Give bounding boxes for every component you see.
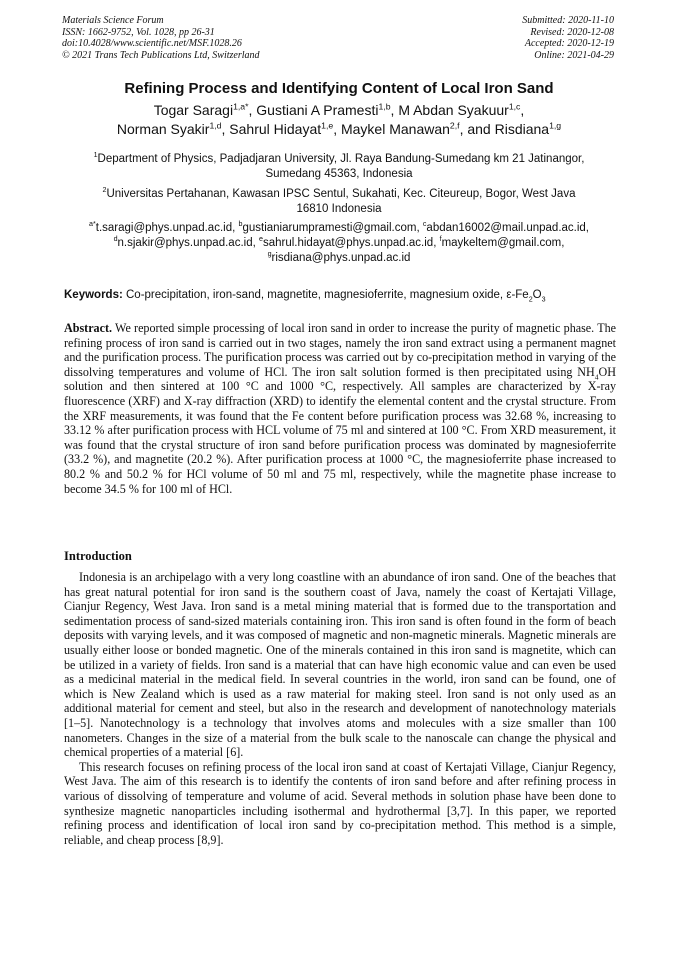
email-link[interactable]: $^g$risdiana@phys.unpad.ac.id (267, 250, 411, 264)
author: M Abdan Syakuur$^{1,c}$, (398, 101, 525, 118)
email-link[interactable]: $^f$maykeltem@gmail.com, (439, 235, 565, 249)
author: Norman Syakir$^{1,d}$, (116, 120, 230, 137)
abstract-label: Abstract. (64, 321, 113, 335)
paragraph: This research focuses on refining process of the local iron sand at coast of Kertajati Village, Cianjur Regency, West Java. The aim of this research is to identify the contents of iron sand before and after refining process in various of dissolving of temperature and volume of acid. Several methods in solution phase have been done to synthesize magnetic nanoparticles including isothermal and hydrothermal [3,7]. In this paper, we reported refining process and identification of local iron sand by co-precipitation method. This method is a simple, reliable, and cheap process [8,9]. (64, 759, 616, 847)
date-revised: Revised: 2020-12-08 (530, 26, 614, 38)
journal-name: Materials Science Forum (62, 15, 164, 26)
author-list (40, 101, 638, 139)
paragraph: Indonesia is an archipelago with a very long coastline with an abundance of iron sand. One of the beaches that has great natural potential for iron sand is the southern coast of Java, namely the coast of Kertajati Village, Cianjur Regency, West Java. Iron sand is a metal mining material that is formed due to the transportation and sedimentation process of sand-sized materials containing iron. This iron sand is often found in the form of beach deposits with varying levels, and it was composed of magnetic and non-magnetic minerals. Magnetic minerals are usually either loose or bonded magnetic. One of the minerals contained in this iron sand is magnetite, which can be utilized in a variety of fields. Iron sand is a material that can have high economic value and can even be used as a medicinal material in the medical field. In several countries in the world, iron sand can be found, one of which is New Zealand which is used as a raw material for making steel. Iron sand is not only used as an additional material for cement and steel, but also in the research and development of nanotechnology materials [1–5]. Nanotechnology is a technology that involves atoms and molecules with a size smaller than 100 nanometers. Changes in the size of a material from the bulk scale to the nanoscale can change the physical and chemical properties of a material [6]. (64, 570, 616, 760)
author-emails: $^{a*}$t.saragi@phys.unpad.ac.id, $^b$gustianiarumpramesti@gmail.com, $^c$abdan16002@mail.unpad.ac.id, $^d$n.sjakir@phys.unpad.ac.id, $^e$sahrul.hidayat@phys.unpad.ac.id, $^f$maykeltem@gmail.com, $^g$risdiana@phys.unpad.ac.id (89, 220, 589, 264)
date-online: Online: 2021-04-29 (534, 49, 614, 61)
date-accepted: Accepted: 2020-12-19 (524, 38, 614, 49)
section-heading: Introduction (64, 549, 132, 563)
author: Sahrul Hidayat$^{1,e}$, (229, 120, 341, 137)
journal-copyright: © 2021 Trans Tech Publications Ltd, Switzerland (62, 49, 260, 61)
keywords-text: Co-precipitation, iron-sand, magnetite, magnesioferrite, magnesium oxide, ε-Fe (122, 289, 529, 301)
email-link[interactable]: $^e$sahrul.hidayat@phys.unpad.ac.id (258, 235, 434, 249)
affiliation-2: $^2$Universitas Pertahanan, Kawasan IPSC Sentul, Sukahati, Kec. Citeureup, Bogor, West Java 16810 Indonesia (102, 186, 576, 215)
author: Risdiana$^{1,g}$ (494, 120, 562, 137)
keywords-label: Keywords: (64, 289, 123, 301)
email-link[interactable]: $^{a*}$t.saragi@phys.unpad.ac.id (89, 220, 233, 234)
keywords: Keywords: Co-precipitation, iron-sand, magnetite, magnesioferrite, magnesium oxide, $\varepsilon-Fe_2O_3$ (64, 289, 546, 304)
author: Maykel Manawan$^{2,f}$, and (340, 120, 495, 137)
email-link[interactable]: $^b$gustianiarumpramesti@gmail.com (238, 220, 417, 234)
journal-info (62, 15, 260, 61)
date-submitted: Submitted: 2020-11-10 (522, 15, 614, 26)
abstract: Abstract. We reported simple processing of local iron sand in order to increase the purity of magnetic phase. The refining process of iron sand is carried out in two stages, namely the iron sand extract using a permanent magnet and the purification process. The purification process was carried out by co-precipitation method in varying of the dissolving temperatures and volume of HCl. The iron salt solution formed is then precipitated using $NH_4OH$ solution and then sintered at 100 °C and 1000 °C, respectively. All samples are characterized by X-ray fluorescence (XRF) and X-ray diffraction (XRD) to identify the elemental content and the crystal structure. From the XRF measurements, it was found that the Fe content before purification process was 32.68 %, increasing to 33.12 % after purification process with HCL volume of 75 ml and sintered at 100 °C. From XRD measurement, it was found that the crystal structure of iron sand before purification process was dominated by magnesioferrite (33.2 %), and magnetite (20.2 %). After purification process at 1000 °C, the magnesioferrite phase increased to 80.2 % and 50.2 % for HCl volume of 50 ml and 75 ml, respectively, while the magnetite phase increase to become 34.5 % for 100 ml of HCl. (64, 321, 616, 496)
journal-doi: doi:10.4028/www.scientific.net/MSF.1028.26 (62, 38, 242, 49)
paper-title: Refining Process and Identifying Content of Local Iron Sand (124, 80, 554, 97)
author: Gustiani A Pramesti$^{1,b}$, (256, 101, 399, 118)
introduction-body (64, 570, 616, 847)
email-link[interactable]: $^d$n.sjakir@phys.unpad.ac.id (113, 235, 253, 249)
journal-issn: ISSN: 1662-9752, Vol. 1028, pp 26-31 (62, 26, 215, 38)
email-link[interactable]: $^c$abdan16002@mail.unpad.ac.id, (422, 220, 589, 234)
affiliation-1: $^1$Department of Physics, Padjadjaran University, Jl. Raya Bandung-Sumedang km 21 Jatinangor, Sumedang 45363, Indonesia (93, 151, 585, 180)
article-dates (522, 15, 614, 61)
author: Togar Saragi$^{1,a*}$, (153, 101, 257, 118)
